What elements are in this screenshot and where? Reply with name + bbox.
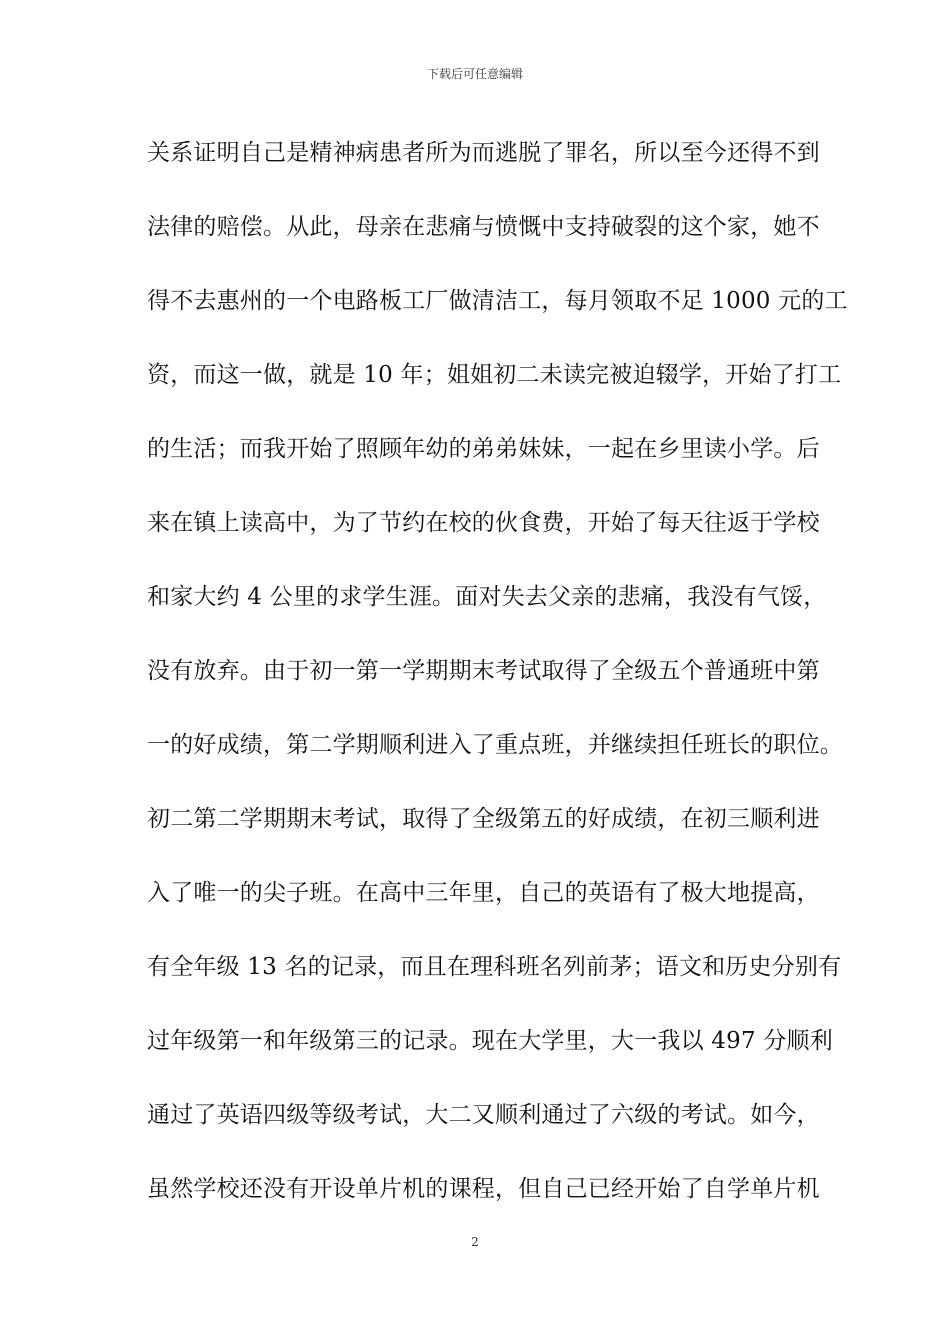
text-line: 资，而这一做，就是 10 年；姐姐初二未读完被迫辍学，开始了打工 [147,362,842,388]
body-text [147,130,848,1240]
text-line: 的生活；而我开始了照顾年幼的弟弟妹妹，一起在乡里读小学。后 [147,436,820,462]
page-number: 2 [471,1235,479,1249]
page-header: 下载后可任意编辑 [426,67,523,81]
text-line: 和家大约 4 公里的求学生涯。面对失去父亲的悲痛，我没有气馁， [147,584,827,610]
text-line: 一的好成绩，第二学期顺利进入了重点班，并继续担任班长的职位。 [147,732,843,758]
text-line: 来在镇上读高中，为了节约在校的伙食费，开始了每天往返于学校 [147,510,820,536]
text-line: 没有放弃。由于初一第一学期期末考试取得了全级五个普通班中第 [147,658,820,684]
text-line: 虽然学校还没有开设单片机的课程，但自己已经开始了自学单片机 [147,1176,820,1202]
text-line: 得不去惠州的一个电路板工厂做清洁工，每月领取不足 1000 元的工 [147,288,848,314]
text-line: 法律的赔偿。从此，母亲在悲痛与愤慨中支持破裂的这个家，她不 [147,214,820,240]
text-line: 入了唯一的尖子班。在高中三年里，自己的英语有了极大地提高， [147,880,820,906]
text-line: 有全年级 13 名的记录，而且在理科班名列前茅；语文和历史分别有 [147,954,842,980]
text-line: 通过了英语四级等级考试，大二又顺利通过了六级的考试。如今， [147,1102,820,1128]
text-line: 过年级第一和年级第三的记录。现在大学里，大一我以 497 分顺利 [147,1028,833,1054]
text-line: 关系证明自己是精神病患者所为而逃脱了罪名，所以至今还得不到 [147,140,820,166]
text-line: 初二第二学期期末考试，取得了全级第五的好成绩，在初三顺利进 [147,806,820,832]
